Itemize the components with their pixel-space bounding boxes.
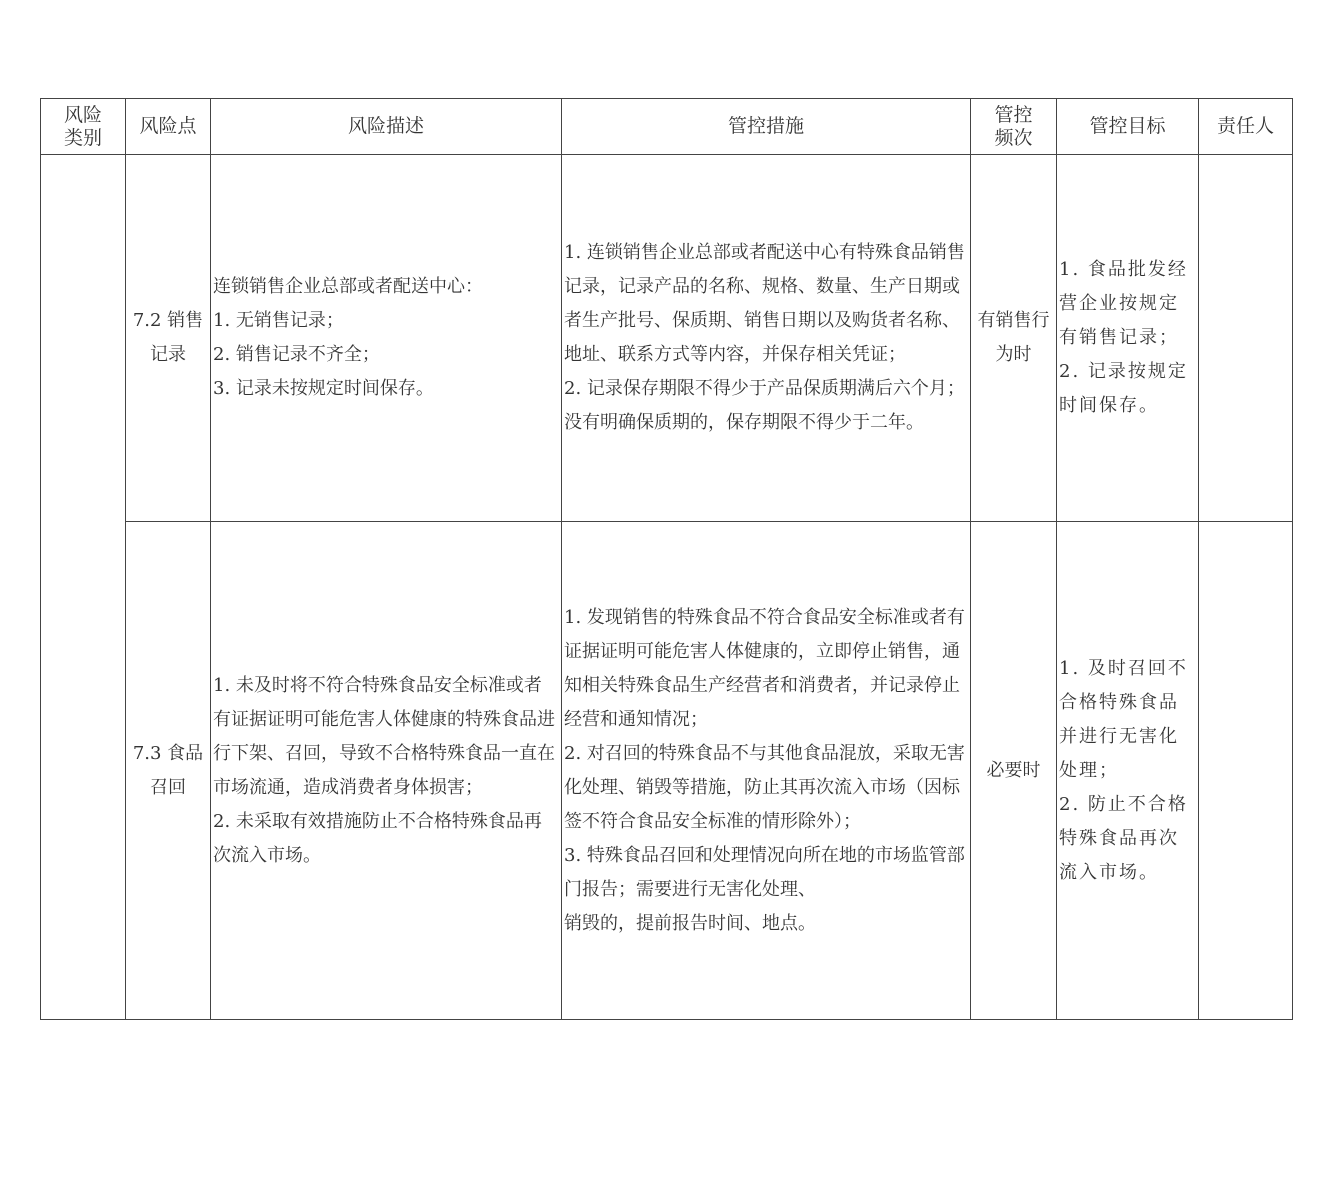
control-target-cell xyxy=(1057,522,1199,1020)
measure-item: 2. 对召回的特殊食品不与其他食品混放，采取无害化处理、销毁等措施，防止其再次流入市场（因标签不符合食品安全标准的情形除外）； xyxy=(564,742,965,832)
risk-description-cell xyxy=(211,155,562,522)
header-risk-category-line: 风险 xyxy=(63,103,102,126)
target-item: 2. 记录按规定时间保存。 xyxy=(1059,361,1188,416)
description-line: 1. 无销售记录； xyxy=(213,310,344,331)
risk-point-line: 7.3 食品 xyxy=(132,742,204,764)
measure-item: 1. 发现销售的特殊食品不符合食品安全标准或者有证据证明可能危害人体健康的，立即停止销售，通知相关特殊食品生产经营者和消费者，并记录停止经营和通知情况； xyxy=(564,606,965,730)
header-control-frequency xyxy=(971,99,1057,155)
description-line: 1. 未及时将不符合特殊食品安全标准或者有证据证明可能危害人体健康的特殊食品进行下架、召回，导致不合格特殊食品一直在市场流通，造成消费者身体损害； xyxy=(213,674,555,798)
header-risk-category xyxy=(41,99,126,155)
header-risk-point: 风险点 xyxy=(126,99,211,155)
risk-category-cell xyxy=(41,155,126,1020)
header-control-frequency-line: 管控 xyxy=(994,103,1033,126)
measure-item: 3. 特殊食品召回和处理情况向所在地的市场监管部门报告；需要进行无害化处理、 xyxy=(564,844,965,900)
control-frequency-cell xyxy=(971,155,1057,522)
responsible-person-cell xyxy=(1199,522,1293,1020)
measure-item: 2. 记录保存期限不得少于产品保质期满后六个月；没有明确保质期的，保存期限不得少于二年。 xyxy=(564,378,965,433)
description-line: 2. 销售记录不齐全； xyxy=(213,344,380,365)
control-measures-cell xyxy=(562,522,971,1020)
risk-point-cell xyxy=(126,155,211,522)
header-risk-category-line: 类别 xyxy=(63,126,102,149)
header-control-frequency-line: 频次 xyxy=(994,126,1033,149)
header-control-measures: 管控措施 xyxy=(562,99,971,155)
header-responsible-person: 责任人 xyxy=(1199,99,1293,155)
description-line: 连锁销售企业总部或者配送中心： xyxy=(213,276,483,297)
header-risk-description: 风险描述 xyxy=(211,99,562,155)
description-line: 3. 记录未按规定时间保存。 xyxy=(213,378,434,399)
target-item: 1. 食品批发经营企业按规定有销售记录； xyxy=(1059,259,1188,348)
table-row xyxy=(41,155,1293,522)
risk-description-cell xyxy=(211,522,562,1020)
frequency-line: 有销售行 xyxy=(977,310,1050,331)
frequency-line: 为时 xyxy=(995,344,1032,365)
header-control-target: 管控目标 xyxy=(1057,99,1199,155)
risk-point-cell xyxy=(126,522,211,1020)
measure-item: 1. 连锁销售企业总部或者配送中心有特殊食品销售记录，记录产品的名称、规格、数量、生产日期或者生产批号、保质期、销售日期以及购货者名称、地址、联系方式等内容，并保存相关凭证； xyxy=(564,242,965,365)
target-item: 2. 防止不合格特殊食品再次流入市场。 xyxy=(1059,793,1188,883)
control-measures-cell xyxy=(562,155,971,522)
table-header-row xyxy=(41,99,1293,155)
measure-item: 销毁的，提前报告时间、地点。 xyxy=(564,912,816,934)
target-item: 1. 及时召回不合格特殊食品并进行无害化处理； xyxy=(1059,657,1188,781)
control-target-cell xyxy=(1057,155,1199,522)
risk-point-line: 召回 xyxy=(150,776,186,798)
description-line: 2. 未采取有效措施防止不合格特殊食品再次流入市场。 xyxy=(213,810,542,866)
risk-point-line: 7.2 销售 xyxy=(132,310,204,331)
table-row xyxy=(41,522,1293,1020)
responsible-person-cell xyxy=(1199,155,1293,522)
risk-point-line: 记录 xyxy=(150,344,186,365)
risk-control-table xyxy=(40,98,1293,1020)
frequency-line: 必要时 xyxy=(986,759,1041,781)
control-frequency-cell xyxy=(971,522,1057,1020)
